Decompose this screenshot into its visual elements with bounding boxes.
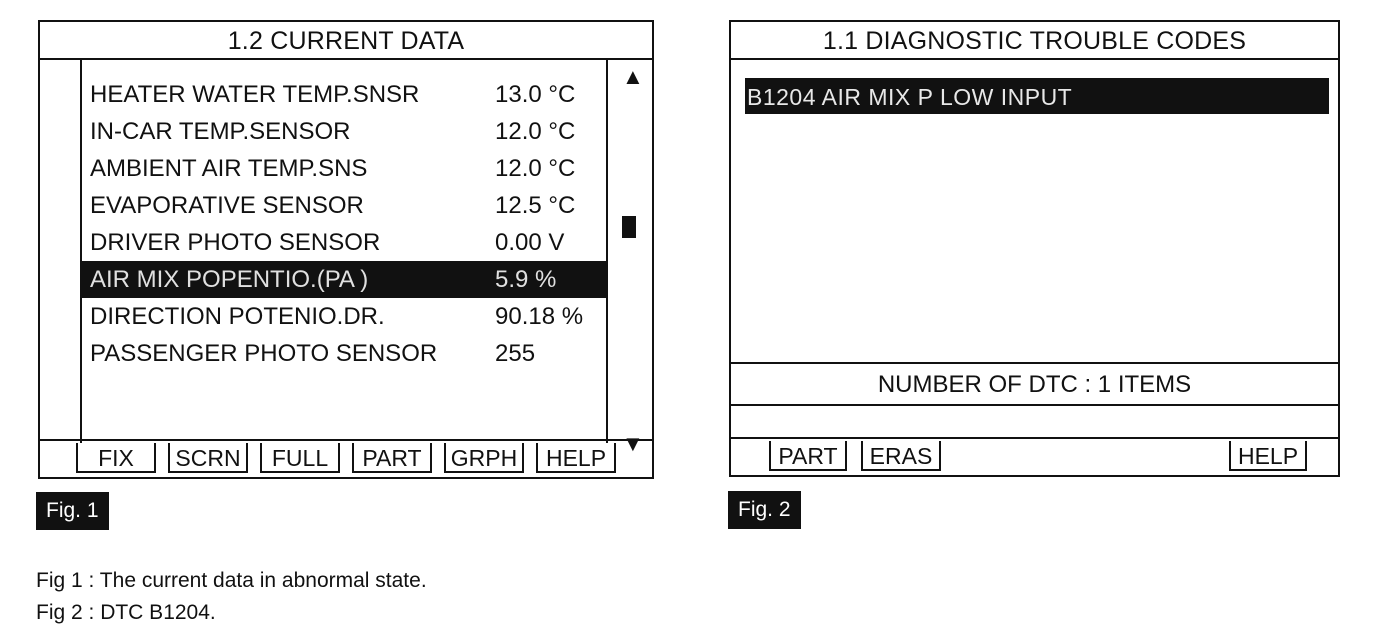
data-row[interactable] xyxy=(82,224,606,261)
data-row-value: 5.9 % xyxy=(495,266,557,293)
scroll-down-arrow-icon[interactable]: ▼ xyxy=(622,431,644,456)
part-button[interactable]: PART xyxy=(769,441,847,471)
data-row-selected[interactable] xyxy=(82,261,606,298)
data-row-label: AIR MIX POPENTIO.(PA ) xyxy=(90,266,369,293)
data-row-value: 12.5 °C xyxy=(495,192,576,219)
figure-label: Fig. 1 xyxy=(36,492,109,530)
data-row-label: PASSENGER PHOTO SENSOR xyxy=(90,340,438,367)
data-row-label: DIRECTION POTENIO.DR. xyxy=(90,303,385,330)
help-button[interactable]: HELP xyxy=(536,443,616,473)
scroll-thumb[interactable] xyxy=(622,216,636,238)
grph-button[interactable]: GRPH xyxy=(444,443,524,473)
function-key-bar xyxy=(731,437,1338,475)
data-row[interactable] xyxy=(82,187,606,224)
figure-caption: Fig 2 : DTC B1204. xyxy=(36,601,216,624)
figure-caption: Fig 1 : The current data in abnormal state. xyxy=(36,569,427,592)
data-row-value: 12.0 °C xyxy=(495,118,576,145)
data-row-value: 0.00 V xyxy=(495,229,565,256)
part-button[interactable]: PART xyxy=(352,443,432,473)
dtc-count: NUMBER OF DTC : 1 ITEMS xyxy=(731,362,1338,406)
eras-button[interactable]: ERAS xyxy=(861,441,941,471)
data-row[interactable] xyxy=(82,76,606,113)
data-list xyxy=(82,76,606,372)
data-row[interactable] xyxy=(82,150,606,187)
data-row-value: 12.0 °C xyxy=(495,155,576,182)
data-row-value: 255 xyxy=(495,340,536,367)
data-row-label: IN-CAR TEMP.SENSOR xyxy=(90,118,351,145)
scroll-up-arrow-icon[interactable]: ▲ xyxy=(622,64,644,89)
scrollbar[interactable] xyxy=(608,58,652,462)
help-button[interactable]: HELP xyxy=(1229,441,1307,471)
data-row-label: HEATER WATER TEMP.SNSR xyxy=(90,81,420,108)
scrn-button[interactable]: SCRN xyxy=(168,443,248,473)
data-row-value: 90.18 % xyxy=(495,303,584,330)
full-button[interactable]: FULL xyxy=(260,443,340,473)
data-row-value: 13.0 °C xyxy=(495,81,576,108)
data-row-label: AMBIENT AIR TEMP.SNS xyxy=(90,155,368,182)
dtc-list-item[interactable]: B1204 AIR MIX P LOW INPUT xyxy=(745,78,1329,114)
fix-button[interactable]: FIX xyxy=(76,443,156,473)
data-row[interactable] xyxy=(82,113,606,150)
data-row[interactable] xyxy=(82,335,606,372)
data-row-label: EVAPORATIVE SENSOR xyxy=(90,192,364,219)
screen-title: 1.2 CURRENT DATA xyxy=(40,22,652,60)
data-row[interactable] xyxy=(82,298,606,335)
dtc-screen xyxy=(729,20,1340,477)
screen-title: 1.1 DIAGNOSTIC TROUBLE CODES xyxy=(731,22,1338,60)
current-data-screen xyxy=(38,20,654,479)
data-row-label: DRIVER PHOTO SENSOR xyxy=(90,229,381,256)
figure-label: Fig. 2 xyxy=(728,491,801,529)
function-key-bar xyxy=(40,439,652,477)
